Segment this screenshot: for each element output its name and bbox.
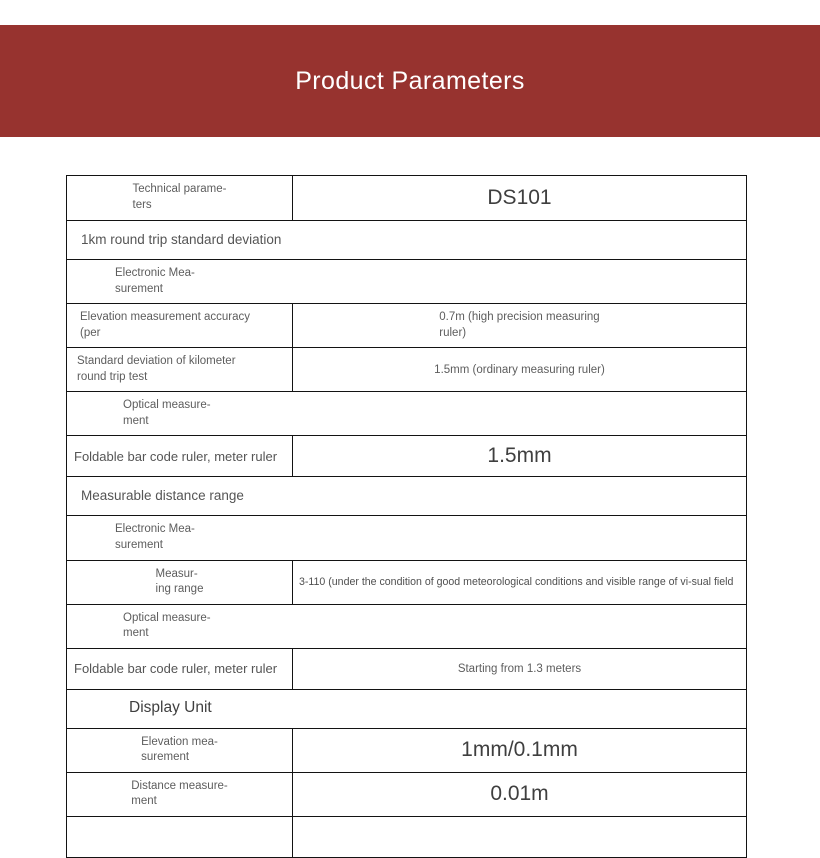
cell-technical-parameters-label <box>67 176 293 221</box>
page-title: Product Parameters <box>295 66 525 95</box>
label-line-2: surement <box>115 282 163 295</box>
cell-elevation-accuracy-label <box>67 304 293 348</box>
section-label: 1km round trip standard deviation <box>81 231 282 247</box>
label-line-1: Elevation measurement accuracy <box>80 311 251 324</box>
label-line-2: ment <box>131 795 157 808</box>
cell-std-deviation-label <box>67 348 293 392</box>
cell-subsection-optical-measurement-2 <box>67 604 747 648</box>
table-row <box>67 260 747 304</box>
cell-clipped-label <box>67 816 293 857</box>
value-line-1: 0.7m (high precision measuring <box>439 311 600 324</box>
value-text: 1.5mm <box>487 444 552 468</box>
label-line-1: Measur- <box>155 567 198 580</box>
spec-table-container <box>66 175 746 858</box>
label-line-1: Elevation mea- <box>141 735 218 748</box>
section-label: Measurable distance range <box>81 488 244 504</box>
table-row <box>67 221 747 260</box>
label-line-1: Electronic Mea- <box>115 267 195 279</box>
label-text: Foldable bar code ruler, meter ruler <box>74 448 278 464</box>
value-text: 0.01m <box>490 781 549 805</box>
section-label: Display Unit <box>129 699 212 717</box>
table-row <box>67 560 747 604</box>
cell-subsection-optical-measurement-1 <box>67 392 747 436</box>
value-text: Starting from 1.3 meters <box>457 662 582 675</box>
value-line-2: ruler) <box>439 326 467 339</box>
label-block <box>67 516 746 559</box>
cell-distance-measurement-value <box>293 772 747 816</box>
label-line-1: Optical measure- <box>123 399 211 412</box>
label-text: Foldable bar code ruler, meter ruler <box>74 660 278 676</box>
cell-foldable-ruler-value-1 <box>293 436 747 477</box>
label-line-1: Technical parame- <box>132 183 227 196</box>
cell-foldable-ruler-label-1 <box>67 436 293 477</box>
label-line-2: ment <box>123 627 149 640</box>
value-text: 1.5mm (ordinary measuring ruler) <box>434 363 605 376</box>
cell-elevation-measurement-label <box>67 728 293 772</box>
label-line-1: Standard deviation of kilometer <box>77 355 236 368</box>
cell-foldable-ruler-value-2 <box>293 648 747 689</box>
table-row <box>67 436 747 477</box>
label-block <box>67 348 292 391</box>
table-row <box>67 348 747 392</box>
label-line-2: round trip test <box>77 370 148 383</box>
label-block <box>67 605 746 648</box>
cell-subsection-electronic-measurement-2 <box>67 516 747 560</box>
product-parameters-banner <box>0 25 820 137</box>
value-text: 3-110 (under the condition of good meteorological conditions and visible range of vi-sual field <box>299 575 734 588</box>
cell-std-deviation-value <box>293 348 747 392</box>
table-row <box>67 176 747 221</box>
table-row <box>67 477 747 516</box>
table-row <box>67 728 747 772</box>
cell-distance-measurement-label <box>67 772 293 816</box>
model-name: DS101 <box>487 185 552 209</box>
cell-elevation-measurement-value <box>293 728 747 772</box>
label-line-2: ment <box>123 414 149 427</box>
table-row <box>67 516 747 560</box>
table-row <box>67 689 747 728</box>
label-line-2: ing range <box>155 583 204 596</box>
table-row <box>67 392 747 436</box>
cell-model-value <box>293 176 747 221</box>
label-line-1: Electronic Mea- <box>115 523 195 536</box>
label-line-1: Optical measure- <box>123 611 211 624</box>
cell-section-measurable-distance-range <box>67 477 747 516</box>
label-line-2: surement <box>141 751 190 764</box>
table-row <box>67 648 747 689</box>
cell-section-display-unit <box>67 689 747 728</box>
label-line-2: ters <box>132 199 152 211</box>
label-block <box>67 304 292 347</box>
value-text: 1mm/0.1mm <box>461 737 578 761</box>
cell-clipped-value <box>293 816 747 857</box>
cell-measuring-range-value <box>293 560 747 604</box>
cell-foldable-ruler-label-2 <box>67 648 293 689</box>
table-row-clipped <box>67 816 747 857</box>
product-parameters-table <box>66 175 747 858</box>
label-line-2: (per <box>80 326 101 339</box>
label-line-2: surement <box>115 538 163 551</box>
table-row <box>67 772 747 816</box>
cell-measuring-range-label <box>67 560 293 604</box>
cell-elevation-accuracy-value <box>293 304 747 348</box>
label-block <box>67 392 746 435</box>
cell-subsection-electronic-measurement-1 <box>67 260 747 304</box>
table-row <box>67 604 747 648</box>
table-row <box>67 304 747 348</box>
label-line-1: Distance measure- <box>131 779 228 792</box>
cell-section-1km-round-trip <box>67 221 747 260</box>
